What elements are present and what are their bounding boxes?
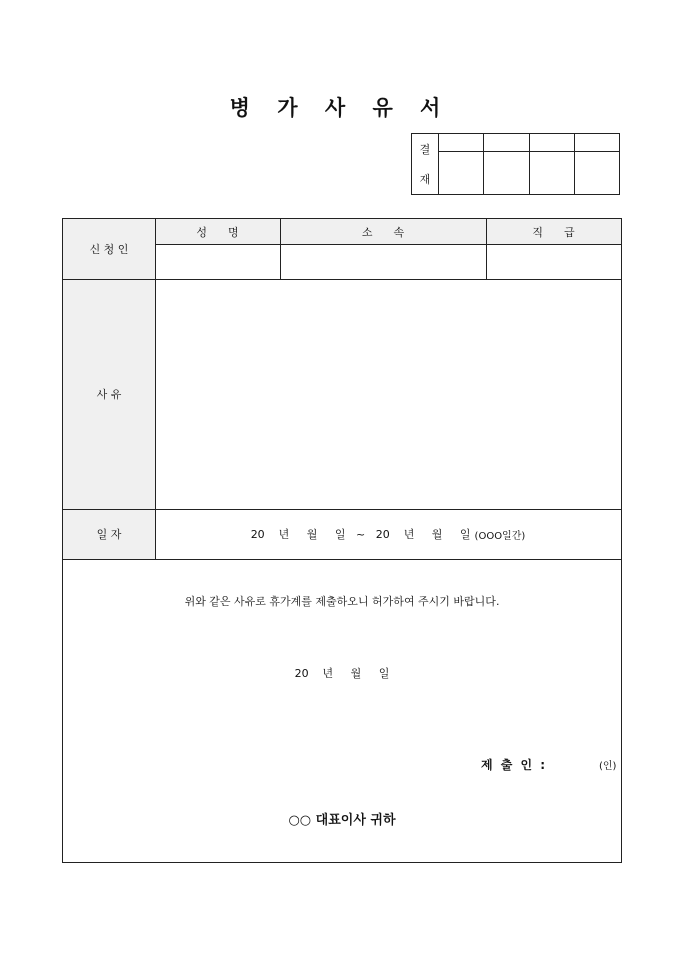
submitter-label: 제 출 인 :: [481, 758, 548, 772]
recipient-text: ○○ 대표이사 귀하: [288, 813, 396, 828]
date-days-text: (OOO일간): [474, 530, 526, 542]
approval-header-cell-3: [529, 134, 574, 152]
applicant-label: 신 청 인: [63, 219, 155, 279]
approval-sign-cell-4[interactable]: [574, 152, 619, 195]
approval-label-bottom: 재: [419, 173, 431, 186]
seal-mark: (인): [599, 761, 617, 772]
approval-label-top: 결: [419, 143, 431, 156]
rank-input[interactable]: [486, 244, 621, 279]
date-range-field[interactable]: [155, 509, 621, 559]
name-input[interactable]: [155, 244, 280, 279]
reason-input[interactable]: [155, 279, 621, 509]
dept-input[interactable]: [280, 244, 486, 279]
approval-label: [412, 134, 439, 195]
approval-sign-cell-2[interactable]: [484, 152, 529, 195]
reason-label: 사 유: [63, 279, 155, 509]
name-header: 성 명: [155, 219, 280, 244]
date-range-text: 20 년 월 일 ~ 20 년 월 일: [250, 528, 471, 541]
approval-header-cell-1: [439, 134, 484, 152]
date-label: 일 자: [63, 509, 155, 559]
approval-header-cell-2: [484, 134, 529, 152]
approval-sign-cell-3[interactable]: [529, 152, 574, 195]
page-title: 병 가 사 유 서: [229, 96, 451, 120]
approval-header-cell-4: [574, 134, 619, 152]
approval-sign-cell-1[interactable]: [439, 152, 484, 195]
submit-date[interactable]: 20 년 월 일: [294, 667, 390, 680]
rank-header: 직 급: [486, 219, 621, 244]
statement-text: 위와 같은 사유로 휴가계를 제출하오니 허가하여 주시기 바랍니다.: [184, 595, 500, 608]
approval-box: [411, 133, 620, 195]
dept-header: 소 속: [280, 219, 486, 244]
form-table: [62, 218, 622, 863]
